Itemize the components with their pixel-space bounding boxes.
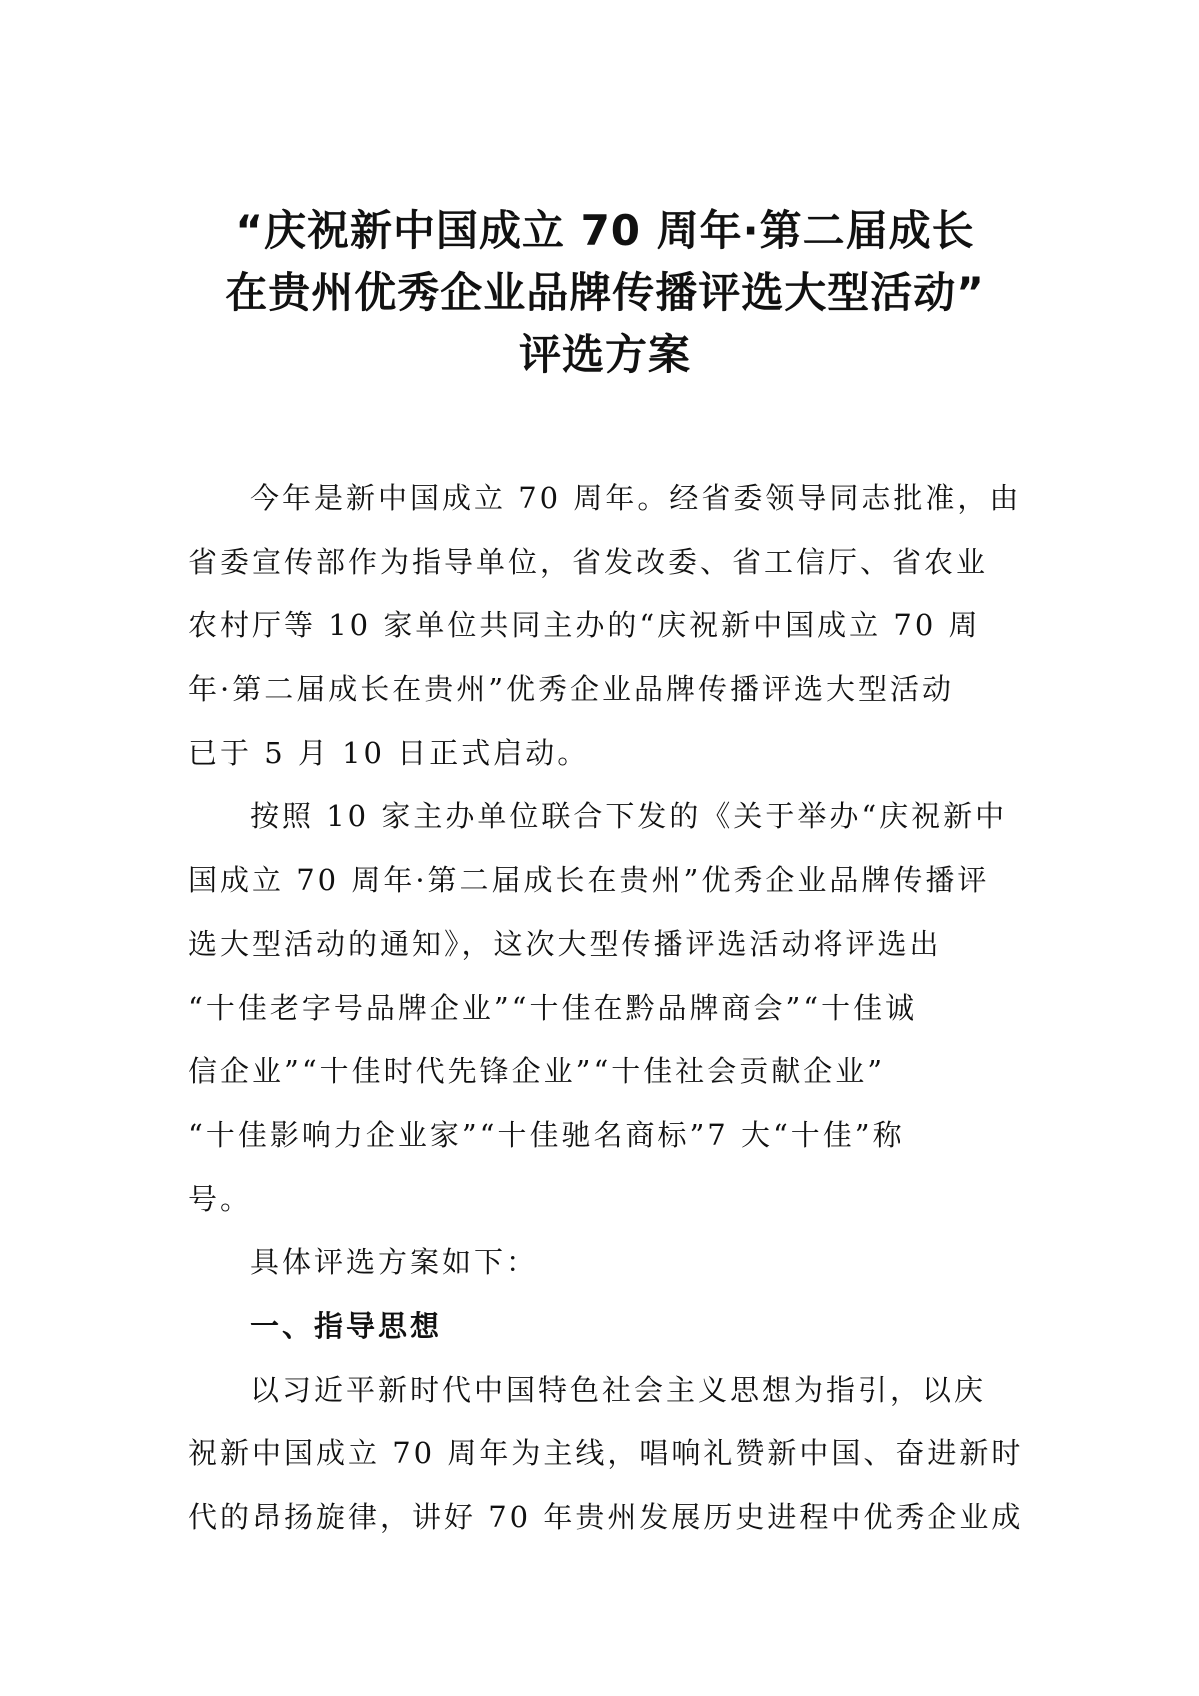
body-line: 今年是新中国成立 70 周年。经省委领导同志批准，由 bbox=[250, 481, 1022, 515]
body-line: 代的昂扬旋律，讲好 70 年贵州发展历史进程中优秀企业成 bbox=[188, 1500, 1024, 1534]
body-line: 按照 10 家主办单位联合下发的《关于举办“庆祝新中 bbox=[250, 799, 1008, 834]
body-line: 农村厅等 10 家单位共同主办的“庆祝新中国成立 70 周 bbox=[188, 608, 981, 643]
document-title bbox=[190, 200, 1020, 386]
body-line: 选大型活动的通知》，这次大型传播评选活动将评选出 bbox=[188, 926, 942, 961]
title-line-2: 在贵州优秀企业品牌传播评选大型活动” bbox=[225, 268, 985, 317]
body-line: 年·第二届成长在贵州”优秀企业品牌传播评选大型活动 bbox=[188, 672, 955, 707]
body-line: 以习近平新时代中国特色社会主义思想为指引，以庆 bbox=[250, 1372, 987, 1407]
body-line: 祝新中国成立 70 周年为主线，唱响礼赞新中国、奋进新时 bbox=[188, 1436, 1024, 1471]
document-body bbox=[188, 467, 1024, 1550]
title-line-1: “庆祝新中国成立 70 周年·第二届成长 bbox=[235, 206, 975, 255]
body-line: 号。 bbox=[188, 1181, 253, 1216]
section-heading: 一、指导思想 bbox=[250, 1308, 443, 1343]
body-line: 具体评选方案如下： bbox=[250, 1245, 539, 1280]
body-line: “十佳老字号品牌企业”“十佳在黔品牌商会”“十佳诚 bbox=[188, 990, 918, 1025]
body-line: 信企业”“十佳时代先锋企业”“十佳社会贡献企业” bbox=[188, 1054, 886, 1089]
body-line: 国成立 70 周年·第二届成长在贵州”优秀企业品牌传播评 bbox=[188, 863, 990, 898]
title-line-3: 评选方案 bbox=[518, 330, 691, 379]
body-line: 省委宣传部作为指导单位，省发改委、省工信厅、省农业 bbox=[188, 544, 989, 579]
body-line: “十佳影响力企业家”“十佳驰名商标”7 大“十佳”称 bbox=[188, 1117, 905, 1152]
body-line: 已于 5 月 10 日正式启动。 bbox=[188, 735, 590, 770]
